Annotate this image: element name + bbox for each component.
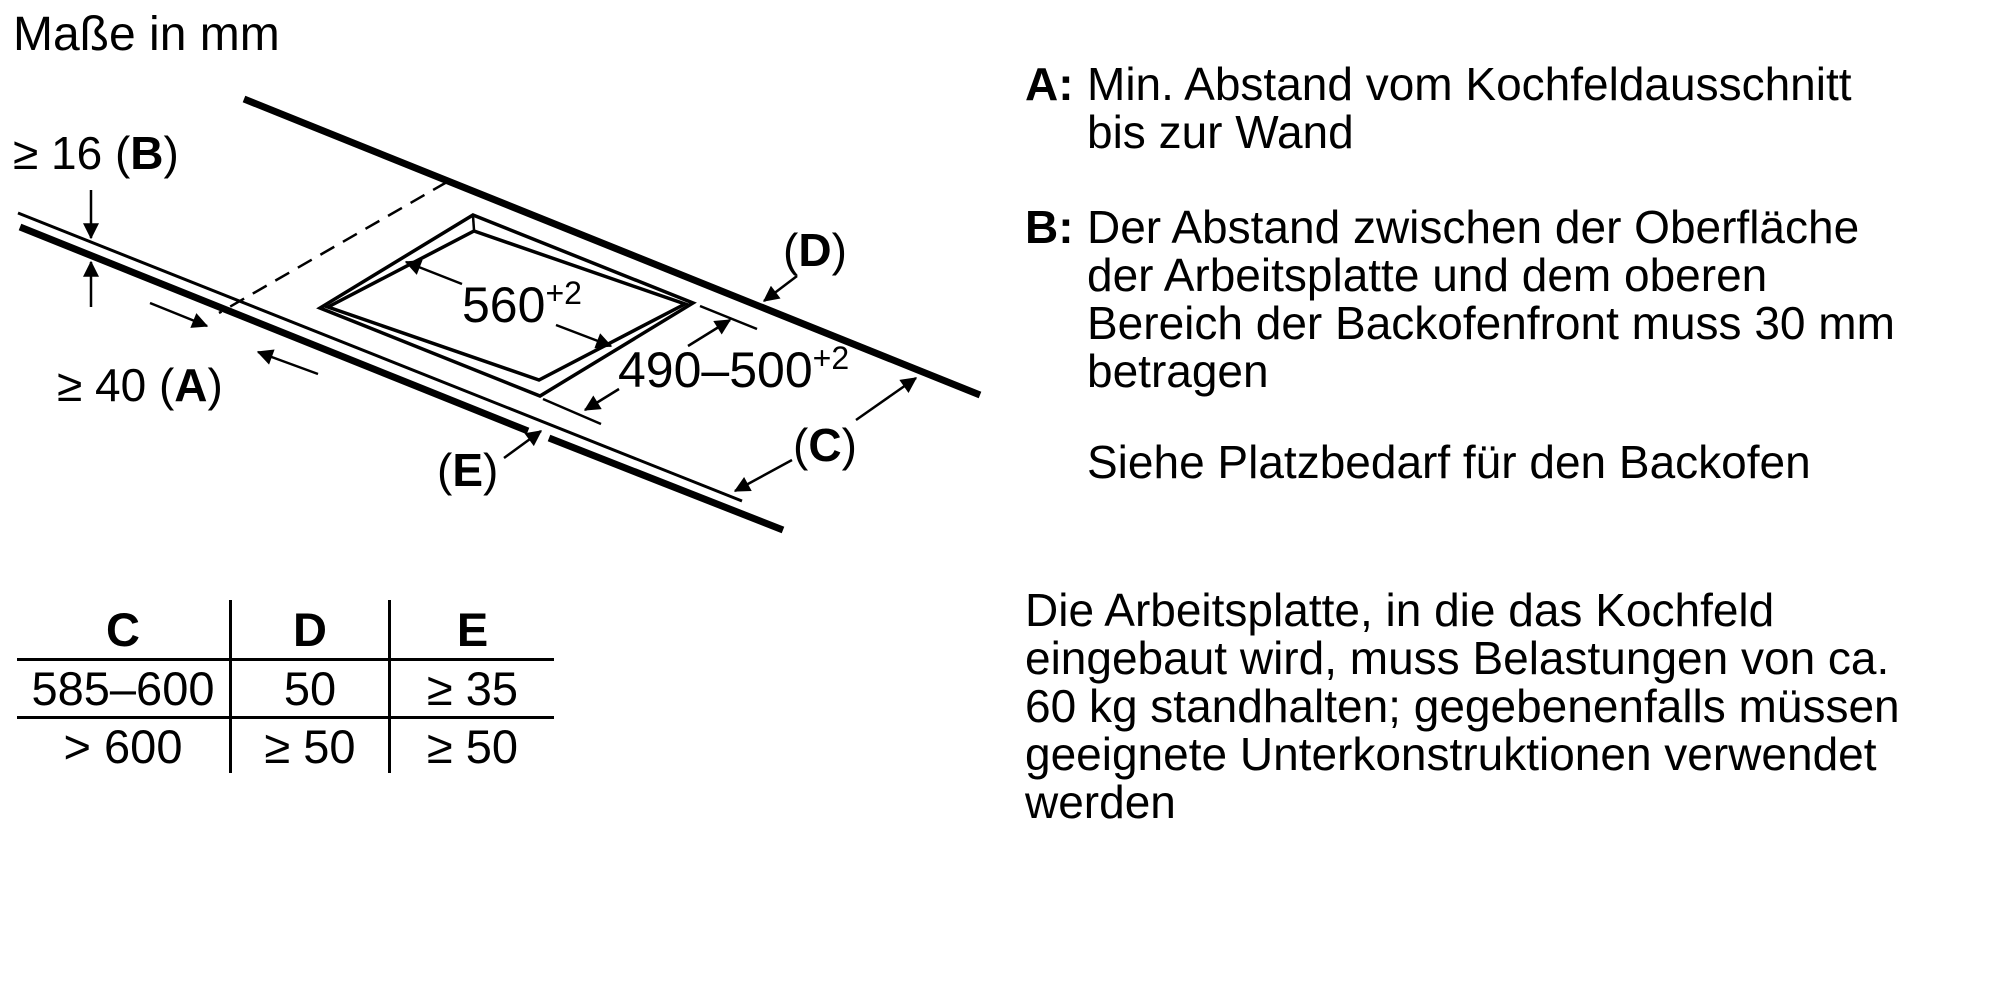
extension-line-bottom-corner [543, 399, 601, 424]
table-cell-d2: ≥ 50 [229, 716, 391, 773]
label-c-leader-arrow-front [735, 460, 792, 491]
note-load-line: geeignete Unterkonstruktionen verwendet [1025, 728, 1877, 780]
label-c: (C) [793, 419, 857, 471]
table-cell-d1: 50 [229, 658, 391, 716]
table-cell-e1: ≥ 35 [391, 658, 554, 716]
note-load-line: 60 kg standhalten; gegebenenfalls müssen [1025, 680, 1900, 732]
wall-dashed-line [219, 182, 447, 313]
label-d-leader-arrow [764, 276, 797, 301]
cutout-corner-tick [473, 216, 474, 230]
note-a [1025, 60, 1852, 156]
table-cell-c1: 585–600 [17, 658, 229, 716]
note-b-label: B: [1025, 201, 1074, 253]
note-b-line: der Arbeitsplatte und dem oberen [1087, 249, 1768, 301]
cutout-width-dim-label: $560^{+2}$ [462, 275, 582, 333]
table-cell-c2: > 600 [17, 716, 229, 773]
note-load-line: eingebaut wird, muss Belastungen von ca. [1025, 632, 1890, 684]
note-b-line: betragen [1087, 345, 1269, 397]
note-b-line: Der Abstand zwischen der Oberfläche [1087, 201, 1860, 253]
cutout-depth-dim-label: $490-500^{+2}$ [618, 340, 850, 398]
page-title: Maße in mm [13, 8, 280, 61]
note-load-capacity [1025, 586, 1900, 826]
note-b [1025, 203, 1895, 395]
note-a-label: A: [1025, 58, 1074, 110]
width-dim-arrow-left [406, 262, 462, 284]
label-e-leader-arrow [504, 431, 541, 458]
note-load-line: werden [1025, 776, 1176, 828]
wall-dim-arrow-right [258, 352, 318, 374]
dimension-table [17, 600, 554, 773]
wall-dim-label: ≥ 40 (A) [57, 359, 223, 411]
label-e: (E) [437, 444, 499, 496]
label-c-leader-arrow-back [856, 378, 916, 420]
wall-dim-arrow-left [150, 303, 207, 326]
note-see-oven-space: Siehe Platzbedarf für den Backofen [1087, 436, 1811, 488]
worktop-cutout-drawing [0, 0, 1000, 580]
note-load-line: Die Arbeitsplatte, in die das Kochfeld [1025, 584, 1775, 636]
table-header-e: E [456, 602, 489, 656]
note-a-line: bis zur Wand [1087, 106, 1354, 158]
width-dim-arrow-right [556, 325, 611, 346]
note-a-line: Min. Abstand vom Kochfeldausschnitt [1087, 58, 1852, 110]
table-header-c: C [106, 602, 140, 656]
table-header-d: D [229, 600, 391, 658]
label-d: (D) [783, 224, 847, 276]
table-cell-e2: ≥ 50 [391, 716, 554, 773]
extension-line-right-corner [700, 306, 757, 329]
thickness-dim-label: ≥ 16 (B) [13, 127, 179, 179]
depth-dim-arrow-lower [585, 389, 619, 410]
note-b-line: Bereich der Backofenfront muss 30 mm [1087, 297, 1895, 349]
